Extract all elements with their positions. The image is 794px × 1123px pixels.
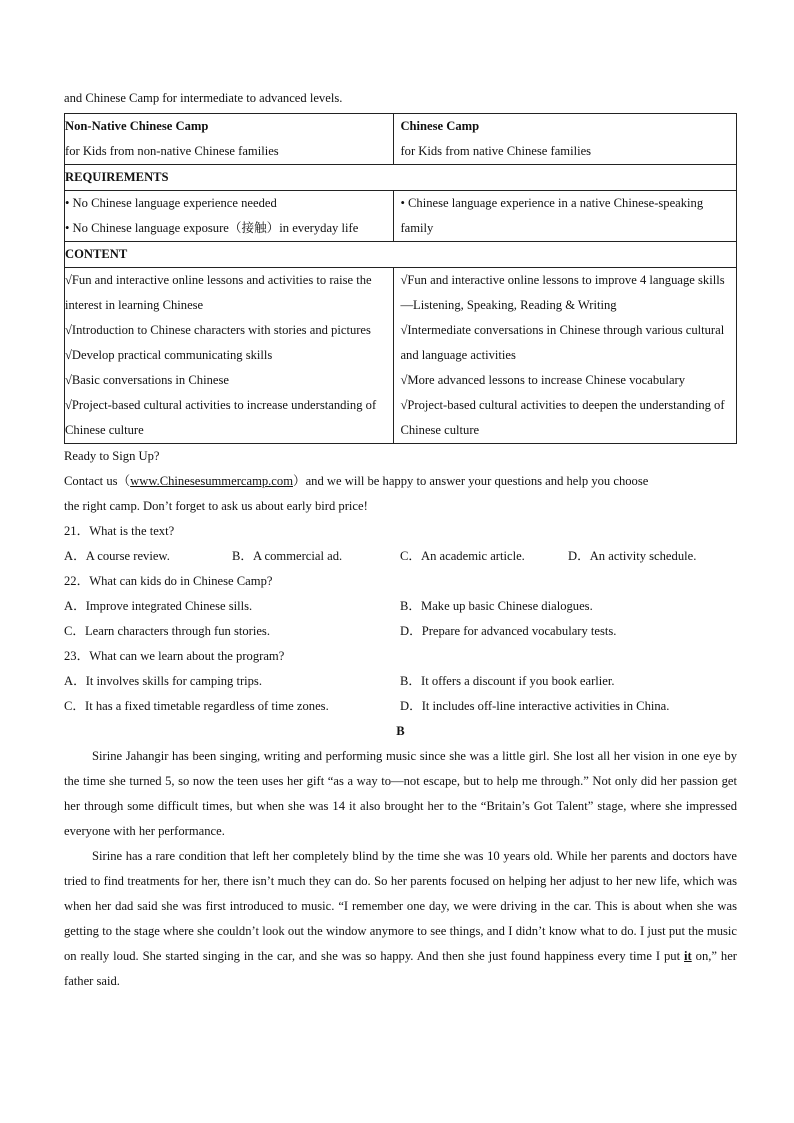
section-b-paragraph-2 (64, 844, 737, 994)
requirements-left-cell (65, 191, 394, 242)
left-header-cell (65, 114, 394, 165)
q21-option-b: B．A commercial ad. (232, 549, 343, 563)
content-right-cell (394, 268, 737, 444)
left-camp-title: Non-Native Chinese Camp (65, 119, 209, 133)
content-item: √More advanced lessons to increase Chinese vocabulary (400, 373, 686, 387)
q22-option-b: B．Make up basic Chinese dialogues. (400, 599, 593, 613)
q22-option-c: C．Learn characters through fun stories. (64, 624, 270, 638)
document-page (64, 86, 737, 994)
question-23-options-row2 (64, 694, 737, 719)
left-camp-subtitle: for Kids from non-native Chinese families (65, 144, 279, 158)
requirement-item: • No Chinese language experience needed (65, 196, 277, 210)
question-22: 22．What can kids do in Chinese Camp? (64, 574, 273, 588)
contact-line (64, 469, 737, 494)
requirement-item: • No Chinese language exposure（接触）in everyday life (65, 221, 359, 235)
table-header-row (65, 114, 737, 165)
content-item: √Basic conversations in Chinese (65, 373, 229, 387)
contact-pre: Contact us（ (64, 474, 131, 488)
section-b-heading: B (396, 724, 405, 738)
requirements-right-cell (394, 191, 737, 242)
question-22-options-row1 (64, 594, 737, 619)
underlined-word-it: it (684, 949, 692, 963)
requirements-label-row (65, 165, 737, 191)
content-label: CONTENT (65, 247, 128, 261)
content-item: √Introduction to Chinese characters with stories and pictures (65, 323, 371, 337)
content-row (65, 268, 737, 444)
contact-line-2: the right camp. Don’t forget to ask us about early bird price! (64, 499, 368, 513)
right-camp-subtitle: for Kids from native Chinese families (400, 144, 592, 158)
question-21: 21．What is the text? (64, 524, 175, 538)
content-item: √Fun and interactive online lessons and activities to raise the interest in learning Chinese (65, 273, 372, 312)
requirement-item: • Chinese language experience in a native Chinese-speaking family (400, 196, 704, 235)
question-23: 23．What can we learn about the program? (64, 649, 285, 663)
content-item: √Fun and interactive online lessons to improve 4 language skills —Listening, Speaking, Reading & Writing (400, 273, 725, 312)
camp-website-link[interactable]: www.Chinesesummercamp.com (130, 474, 293, 488)
content-left-cell (65, 268, 394, 444)
paragraph-2-text: Sirine has a rare condition that left her completely blind by the time she was 10 years old. While her parents and doctors have tried to find treatments for her, there isn’t much they can do. So her parents focused on helping her adjust to her new life, which was when her dad said she was first introduced to music. “I remember one day, we were driving in the car. This is about when she was getting to the stage where she couldn’t look out the window anymore to see things, and I didn’t know what to do. I just put the music on really loud. She started singing in the car, and she was so happy. And then she just found happiness every time I put (64, 849, 737, 963)
section-b-paragraph-1: Sirine Jahangir has been singing, writing and performing music since she was a little girl. She lost all her vision in one eye by the time she turned 5, so now the teen uses her gift “as a way to—not escape, but to help me through.” Not only did her passion get her through some difficult times, but when she was 14 it also brought her to the “Britain’s Got Talent” stage, where she impressed everyone with her performance. (64, 749, 737, 838)
content-item: √Develop practical communicating skills (65, 348, 273, 362)
question-22-options-row2 (64, 619, 737, 644)
q23-option-d: D．It includes off-line interactive activities in China. (400, 699, 670, 713)
intro-line: and Chinese Camp for intermediate to advanced levels. (64, 91, 343, 105)
q21-option-a: A．A course review. (64, 549, 170, 563)
content-item: √Intermediate conversations in Chinese through various cultural and language activities (400, 323, 725, 362)
q22-option-a: A．Improve integrated Chinese sills. (64, 599, 253, 613)
q22-option-d: D．Prepare for advanced vocabulary tests. (400, 624, 617, 638)
requirements-label-cell (65, 165, 737, 191)
requirements-row (65, 191, 737, 242)
signup-title: Ready to Sign Up? (64, 449, 160, 463)
content-label-cell (65, 242, 737, 268)
question-23-options-row1 (64, 669, 737, 694)
content-item: √Project-based cultural activities to deepen the understanding of Chinese culture (400, 398, 725, 437)
q21-option-c: C．An academic article. (400, 549, 525, 563)
requirements-label: REQUIREMENTS (65, 170, 169, 184)
q23-option-b: B．It offers a discount if you book earlier. (400, 674, 615, 688)
paragraph-2-end: on,” her father said. (64, 949, 737, 988)
contact-post: ）and we will be happy to answer your questions and help you choose (293, 474, 649, 488)
right-camp-title: Chinese Camp (400, 119, 480, 133)
q23-option-a: A．It involves skills for camping trips. (64, 674, 262, 688)
q23-option-c: C．It has a fixed timetable regardless of time zones. (64, 699, 329, 713)
content-item: √Project-based cultural activities to increase understanding of Chinese culture (65, 398, 377, 437)
right-header-cell (394, 114, 737, 165)
question-21-options (64, 544, 737, 569)
camp-table (64, 113, 737, 444)
content-label-row (65, 242, 737, 268)
q21-option-d: D．An activity schedule. (568, 549, 697, 563)
